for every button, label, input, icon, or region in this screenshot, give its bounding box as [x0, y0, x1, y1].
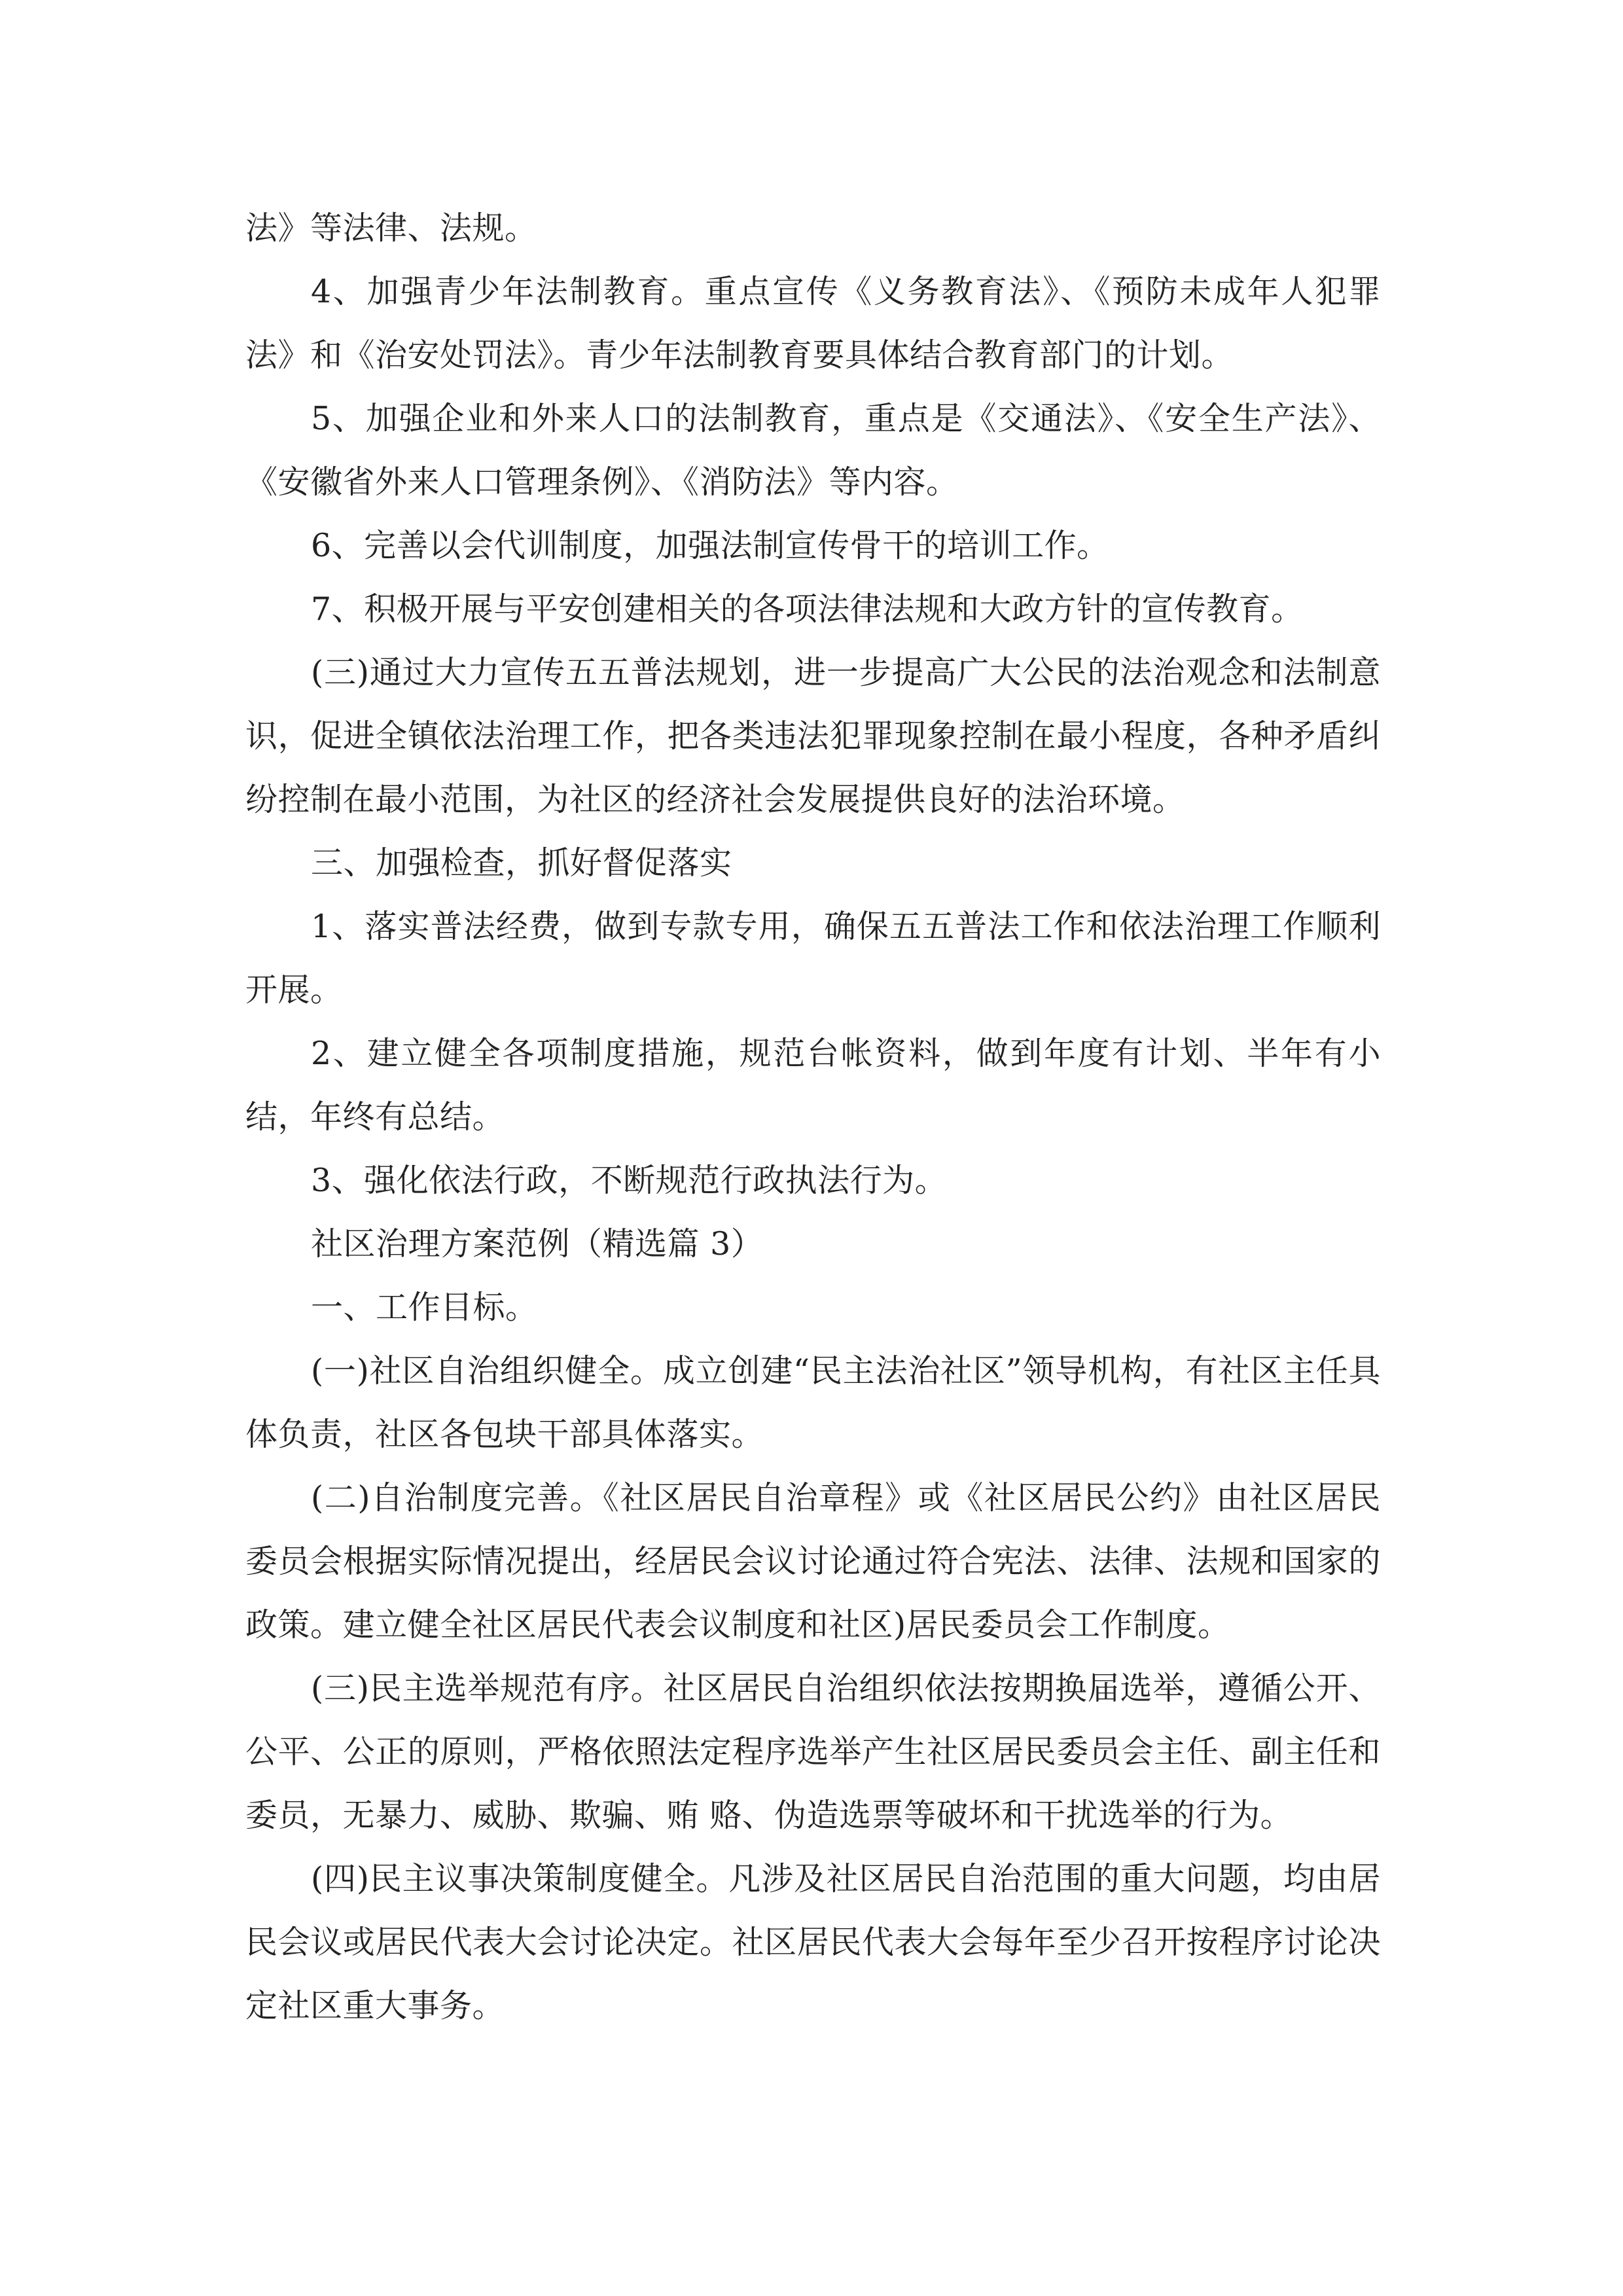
paragraph-item-5: 5、加强企业和外来人口的法制教育，重点是《交通法》、《安全生产法》、《安徽省外来人口管理条例》、《消防法》等内容。: [245, 400, 1381, 501]
paragraph-item-4: 4、加强青少年法制教育。重点宣传《义务教育法》、《预防未成年人犯罪法》和《治安处罚法》。青少年法制教育要具体结合教育部门的计划。: [245, 273, 1381, 374]
paragraph-inspection-3: 3、强化依法行政，不断规范行政执法行为。: [311, 1162, 948, 1199]
paragraph-continuation: 法》等法律、法规。: [245, 209, 537, 247]
section-heading-goals: 一、工作目标。: [311, 1289, 538, 1326]
paragraph-inspection-1: 1、落实普法经费，做到专款专用，确保五五普法工作和依法治理工作顺利开展。: [245, 908, 1381, 1009]
paragraph-item-7: 7、积极开展与平安创建相关的各项法律法规和大政方针的宣传教育。: [311, 590, 1304, 628]
article-title: 社区治理方案范例（精选篇 3）: [311, 1225, 764, 1263]
paragraph-section-3: (三)通过大力宣传五五普法规划，进一步提高广大公民的法治观念和法制意识，促进全镇依法治理工作，把各类违法犯罪现象控制在最小程度，各种矛盾纠纷控制在最小范围，为社区的经济社会发展提供良好的法治环境。: [245, 654, 1381, 818]
paragraph-goal-1: (一)社区自治组织健全。成立创建“民主法治社区”领导机构，有社区主任具体负责，社区各包块干部具体落实。: [245, 1352, 1381, 1453]
paragraph-item-6: 6、完善以会代训制度，加强法制宣传骨干的培训工作。: [311, 527, 1109, 564]
paragraph-goal-3: (三)民主选举规范有序。社区居民自治组织依法按期换届选举，遵循公开、公平、公正的原则，严格依照法定程序选举产生社区居民委员会主任、副主任和委员，无暴力、威胁、欺骗、贿 赂、伪造选票等破坏和干扰选举的行为。: [245, 1670, 1381, 1834]
paragraph-goal-2: (二)自治制度完善。《社区居民自治章程》或《社区居民公约》由社区居民委员会根据实际情况提出，经居民会议讨论通过符合宪法、法律、法规和国家的政策。建立健全社区居民代表会议制度和社区)居民委员会工作制度。: [245, 1479, 1381, 1643]
document-body: [245, 196, 1381, 2037]
paragraph-inspection-2: 2、建立健全各项制度措施，规范台帐资料，做到年度有计划、半年有小结，年终有总结。: [245, 1035, 1381, 1136]
paragraph-goal-4: (四)民主议事决策制度健全。凡涉及社区居民自治范围的重大问题，均由居民会议或居民代表大会讨论决定。社区居民代表大会每年至少召开按程序讨论决定社区重大事务。: [245, 1860, 1381, 2024]
section-heading-inspection: 三、加强检查，抓好督促落实: [311, 844, 732, 882]
